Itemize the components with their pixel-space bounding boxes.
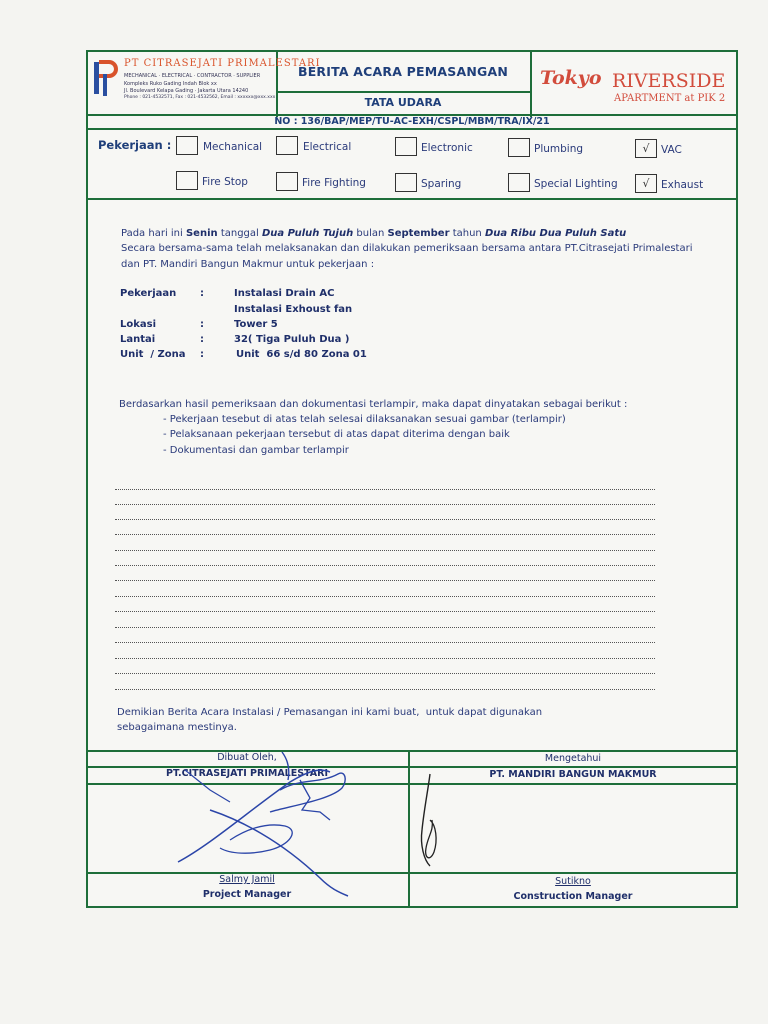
right-signature-role: Construction Manager xyxy=(513,891,633,902)
blank-line xyxy=(115,627,655,628)
checkbox-special-lighting[interactable] xyxy=(508,173,530,192)
blank-line xyxy=(115,642,655,643)
checkbox-plumbing[interactable] xyxy=(508,138,530,157)
checkbox-fire-fighting[interactable] xyxy=(276,172,298,191)
checkbox-label-fire-fighting: Fire Fighting xyxy=(302,177,366,189)
company-logo-mark-icon xyxy=(92,58,118,98)
brand-apartment: APARTMENT at PIK 2 xyxy=(614,93,726,104)
intro-line-2: Secara bersama-sama telah melaksanakan dan dilakukan pemeriksaan bersama antara PT.Citrasejati Primalestari xyxy=(121,243,693,254)
intro-line-1 xyxy=(121,226,721,242)
document-title: BERITA ACARA PEMASANGAN xyxy=(297,64,509,79)
detail-colon-1: : xyxy=(200,288,204,299)
result-item-1: - Pekerjaan tesebut di atas telah selesai dilaksanakan sesuai gambar (terlampir) xyxy=(163,414,566,425)
left-signature-company: PT.CITRASEJATI PRIMALESTARI xyxy=(165,768,328,779)
right-handwritten-signature xyxy=(410,770,450,880)
left-signature-name: Salmy Jamil xyxy=(219,874,275,885)
right-signature-name: Sutikno xyxy=(555,876,591,887)
blank-line xyxy=(115,565,655,566)
blank-line xyxy=(115,580,655,581)
blank-line xyxy=(115,611,655,612)
detail-colon-4: : xyxy=(200,349,204,360)
intro-year: Dua Ribu Dua Puluh Satu xyxy=(484,228,627,239)
detail-lokasi: Tower 5 xyxy=(234,319,278,330)
checkbox-label-exhaust: Exhaust xyxy=(661,179,704,191)
closing-line-1: Demikian Berita Acara Instalasi / Pemasangan ini kami buat, untuk dapat digunakan xyxy=(117,707,543,718)
title-separator xyxy=(276,91,530,93)
result-item-2: - Pelaksanaan pekerjaan tersebut di atas dapat diterima dengan baik xyxy=(163,429,510,440)
result-item-3: - Dokumentasi dan gambar terlampir xyxy=(163,445,349,456)
brand-tokyo: Tokyo xyxy=(540,67,602,89)
detail-lokasi-label: Lokasi xyxy=(120,319,157,330)
blank-line xyxy=(115,519,655,520)
left-handwritten-signature xyxy=(170,750,370,900)
checkbox-electronic[interactable] xyxy=(395,137,417,156)
checkbox-exhaust[interactable]: √ xyxy=(635,174,657,193)
checkbox-label-electronic: Electronic xyxy=(421,142,473,154)
checkbox-label-special-lighting: Special Lighting xyxy=(534,178,618,190)
detail-colon-2: : xyxy=(200,319,204,330)
blank-line xyxy=(115,673,655,674)
intro-day: Senin xyxy=(185,228,218,239)
checkbox-vac[interactable]: √ xyxy=(635,139,657,158)
detail-pekerjaan-1: Instalasi Drain AC xyxy=(234,288,335,299)
header-divider-2 xyxy=(530,50,532,117)
intro-text-b: tanggal xyxy=(217,228,262,239)
company-logo-line3: Jl. Boulevard Kelapa Gading · Jakarta Utara 14240 xyxy=(124,88,249,94)
number-bottom-line xyxy=(86,128,738,130)
company-logo-line2: Kompleks Ruko Gading Indah Blok xx xyxy=(124,81,217,87)
blank-line xyxy=(115,489,655,490)
document-subtitle: TATA UDARA xyxy=(364,96,442,109)
closing-line-2: sebagaimana mestinya. xyxy=(117,722,237,733)
blank-line xyxy=(115,689,655,690)
checkbox-section-bottom-line xyxy=(86,198,738,200)
intro-date: Dua Puluh Tujuh xyxy=(262,228,354,239)
company-logo-line1: MECHANICAL · ELECTRICAL · CONTRACTOR · SUPPLIER xyxy=(124,73,261,79)
result-intro: Berdasarkan hasil pemeriksaan dan dokumentasi terlampir, maka dapat dinyatakan sebagai berikut : xyxy=(119,399,628,410)
detail-lantai: 32( Tiga Puluh Dua ) xyxy=(234,334,350,345)
checkbox-sparing[interactable] xyxy=(395,173,417,192)
right-signature-caption: Mengetahui xyxy=(544,753,602,764)
detail-unit-label: Unit / Zona xyxy=(120,349,186,360)
blank-line xyxy=(115,550,655,551)
pekerjaan-label: Pekerjaan : xyxy=(98,138,172,152)
detail-unit: Unit 66 s/d 80 Zona 01 xyxy=(236,349,367,360)
blank-line xyxy=(115,534,655,535)
intro-text-c: bulan xyxy=(353,228,388,239)
brand-riverside: RIVERSIDE xyxy=(612,70,726,92)
left-signature-caption: Dibuat Oleh, xyxy=(217,752,277,763)
blank-line xyxy=(115,658,655,659)
intro-text-d: tahun xyxy=(449,228,485,239)
checkbox-label-electrical: Electrical xyxy=(303,141,352,153)
left-signature-role: Project Manager xyxy=(202,889,292,900)
project-brand-logo xyxy=(534,58,734,110)
detail-colon-3: : xyxy=(200,334,204,345)
checkbox-label-fire-stop: Fire Stop xyxy=(202,176,248,188)
blank-line xyxy=(115,596,655,597)
company-logo xyxy=(90,56,321,112)
checkbox-fire-stop[interactable] xyxy=(176,171,198,190)
company-logo-line4: Phone : 021-4532571, Fax : 021-4532562, Email : xxxxxx@xxx.xxx xyxy=(124,95,276,100)
detail-pekerjaan-label: Pekerjaan xyxy=(120,288,177,299)
checkbox-electrical[interactable] xyxy=(276,136,298,155)
company-logo-name: PT CITRASEJATI PRIMALESTARI xyxy=(124,58,321,69)
right-signature-company: PT. MANDIRI BANGUN MAKMUR xyxy=(489,769,657,780)
document-number: NO : 136/BAP/MEP/TU-AC-EXH/CSPL/MBM/TRA/IX/21 xyxy=(274,116,550,127)
intro-text-a: Pada hari ini xyxy=(121,228,186,239)
blank-line xyxy=(115,504,655,505)
intro-line-3: dan PT. Mandiri Bangun Makmur untuk pekerjaan : xyxy=(121,259,375,270)
checkbox-label-sparing: Sparing xyxy=(421,178,462,190)
checkbox-mechanical[interactable] xyxy=(176,136,198,155)
checkbox-label-mechanical: Mechanical xyxy=(203,141,263,153)
detail-lantai-label: Lantai xyxy=(120,334,156,345)
detail-pekerjaan-2: Instalasi Exhoust fan xyxy=(234,304,353,315)
intro-month: September xyxy=(387,228,450,239)
checkbox-label-vac: VAC xyxy=(661,144,682,156)
checkbox-label-plumbing: Plumbing xyxy=(534,143,584,155)
